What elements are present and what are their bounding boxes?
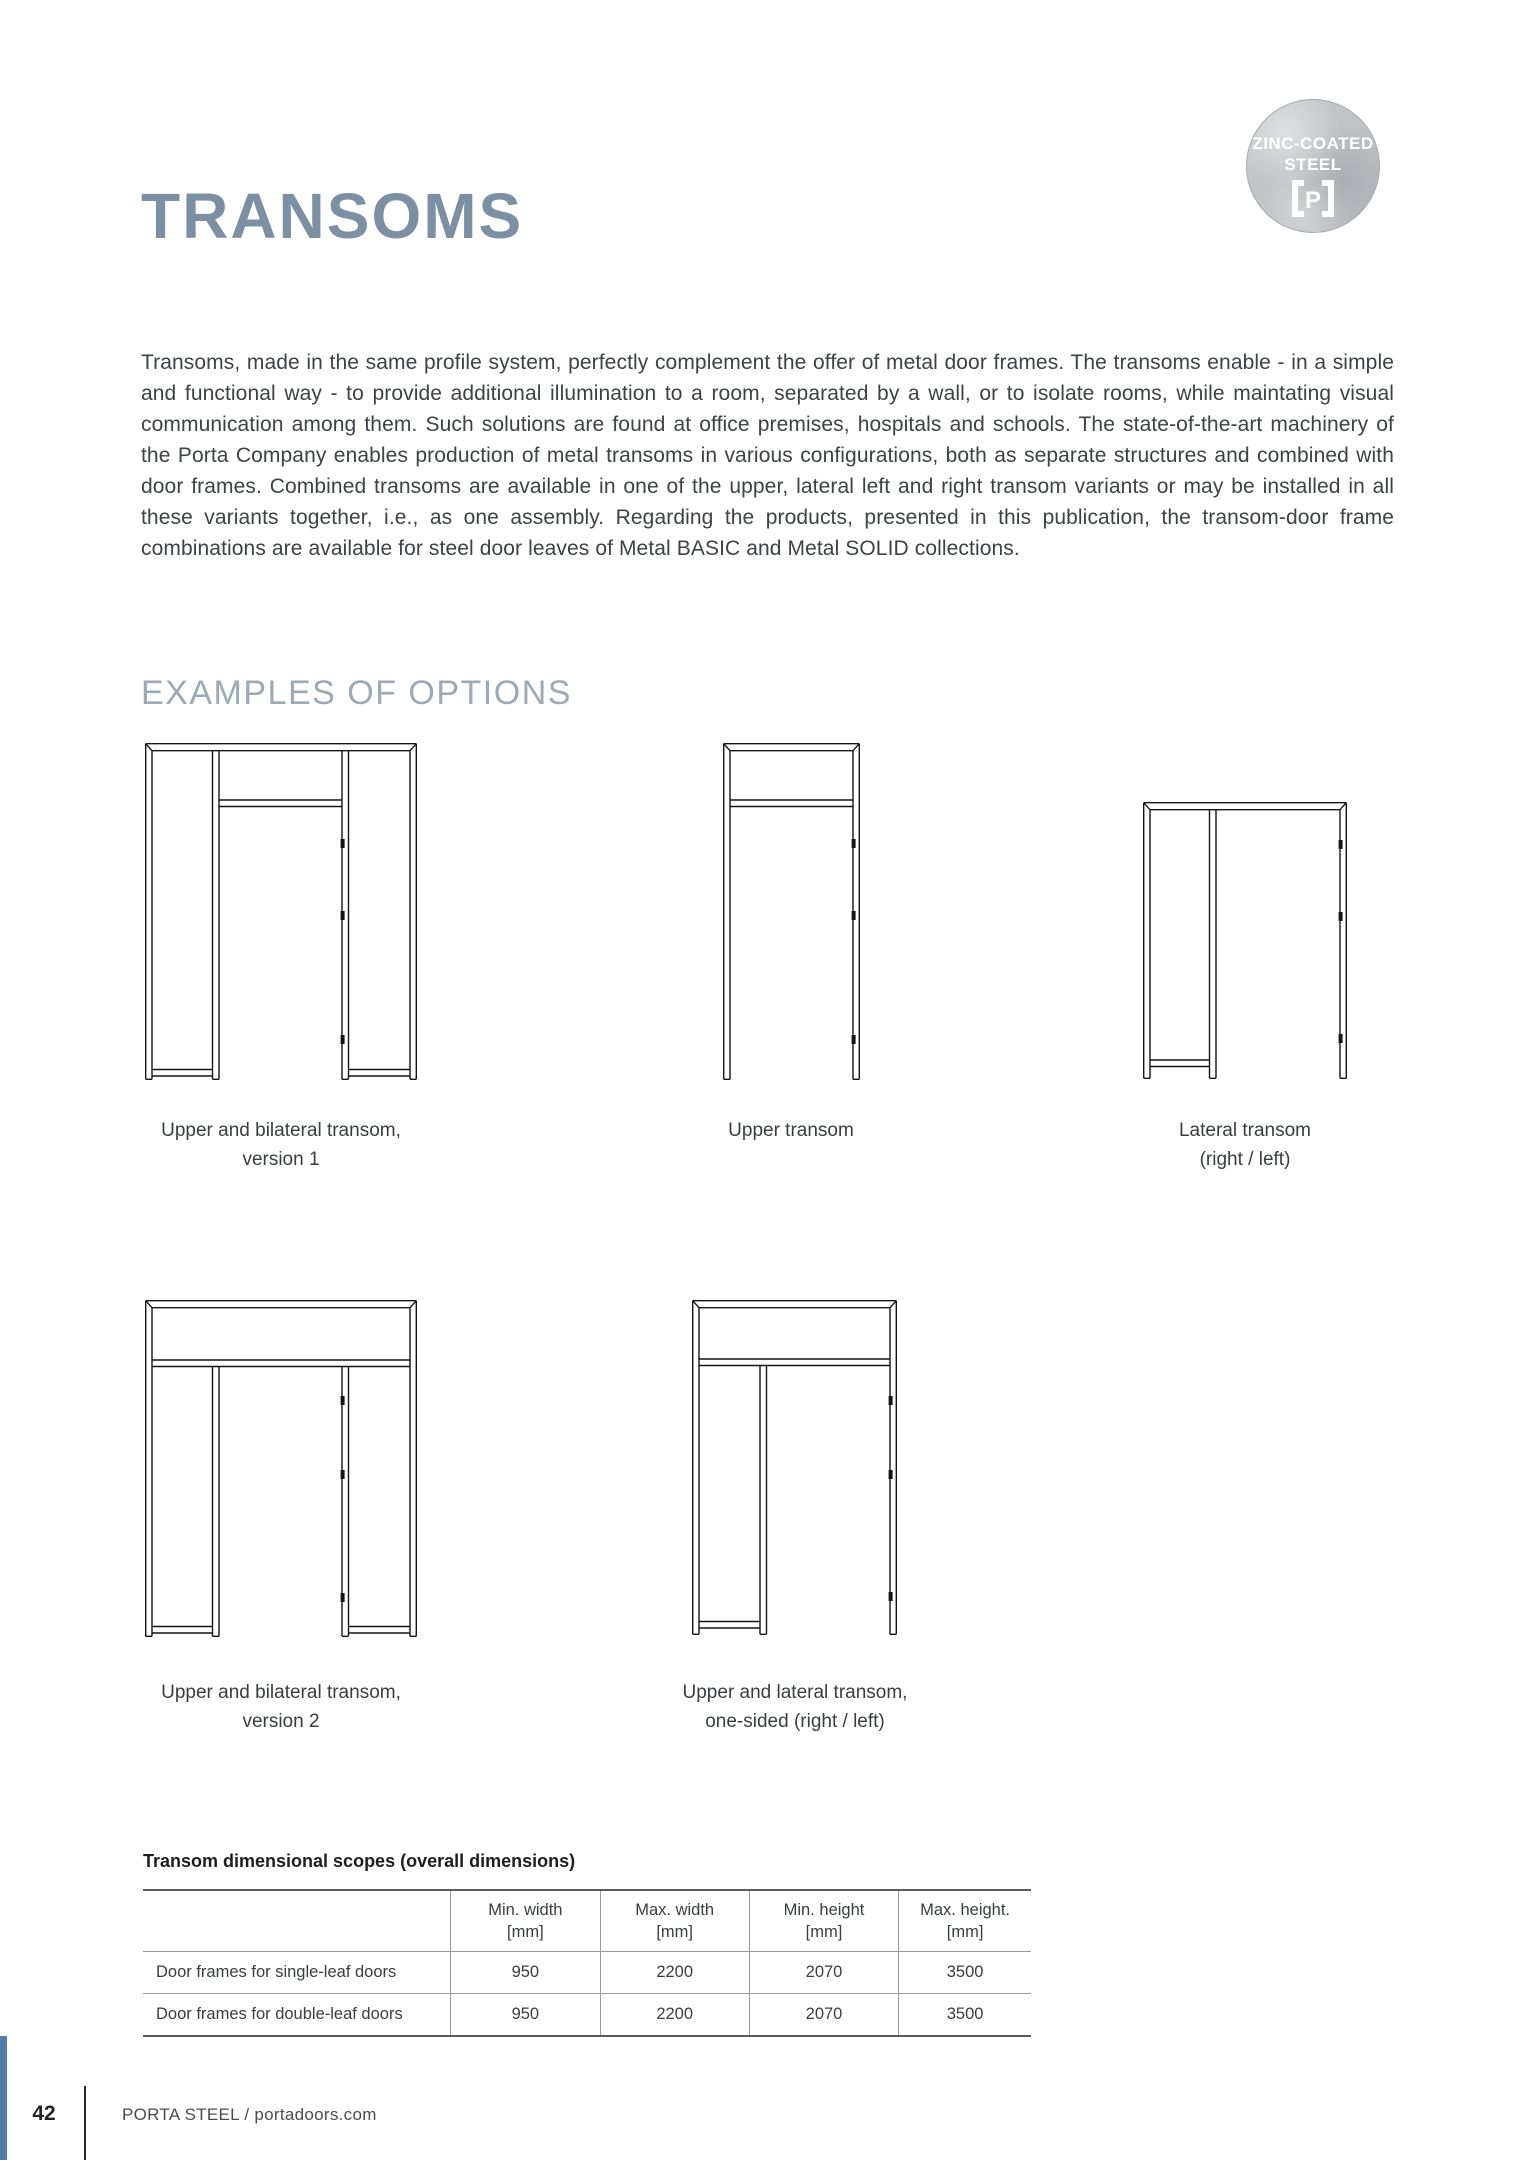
- caption-upper-transom: Upper transom: [728, 1120, 854, 1141]
- header-max-height: Max. height. [mm]: [899, 1890, 1031, 1952]
- cell-value: 2200: [600, 1994, 749, 2037]
- zinc-coated-steel-badge: [1246, 99, 1380, 233]
- drawing-upper-bilateral-transom-v2: [145, 1300, 417, 1637]
- caption-upper-bilateral-v1: Upper and bilateral transom, version 1: [161, 1120, 401, 1170]
- table-row: [143, 1994, 1031, 2037]
- cell-value: 2200: [600, 1952, 749, 1994]
- footer-text: PORTA STEEL / portadoors.com: [122, 2105, 377, 2124]
- section-heading: EXAMPLES OF OPTIONS: [141, 674, 572, 713]
- caption-upper-bilateral-v2: Upper and bilateral transom, version 2: [161, 1682, 401, 1732]
- cell-value: 3500: [899, 1952, 1031, 1994]
- header-min-width: Min. width [mm]: [451, 1890, 600, 1952]
- cell-value: 3500: [899, 1994, 1031, 2037]
- row-label: Door frames for double-leaf doors: [156, 2005, 403, 2023]
- badge-text-line1: ZINC-COATED: [1252, 134, 1374, 153]
- cell-value: 2070: [749, 1952, 898, 1994]
- table-header-row: [143, 1890, 1031, 1952]
- cell-value: 950: [451, 1952, 600, 1994]
- page-number: 42: [32, 2102, 56, 2125]
- porta-brand-icon: [1292, 180, 1334, 222]
- page-title: TRANSOMS: [141, 179, 524, 252]
- drawing-upper-bilateral-transom-v1: [145, 743, 417, 1080]
- badge-text-line2: STEEL: [1284, 155, 1342, 174]
- badge-logo-letter: P: [1304, 187, 1322, 214]
- cell-value: 2070: [749, 1994, 898, 2037]
- header-min-height: Min. height [mm]: [749, 1890, 898, 1952]
- header-max-width: Max. width [mm]: [600, 1890, 749, 1952]
- drawing-upper-lateral-transom-one-sided: [692, 1300, 897, 1635]
- drawing-upper-transom: [723, 743, 860, 1080]
- caption-lateral-transom: Lateral transom (right / left): [1178, 1120, 1311, 1170]
- page-edge-accent: [0, 2036, 7, 2160]
- drawing-lateral-transom: [1143, 802, 1347, 1079]
- table-title: Transom dimensional scopes (overall dimensions): [143, 1851, 576, 1871]
- row-label: Door frames for single-leaf doors: [143, 1952, 451, 1994]
- cell-value: 950: [451, 1994, 600, 2037]
- dimensions-table: [143, 1889, 1031, 2037]
- caption-upper-lateral-one-sided: Upper and lateral transom, one-sided (right / left): [682, 1682, 908, 1732]
- table-row: [143, 1952, 1031, 1994]
- header-empty-cell: [143, 1890, 451, 1952]
- intro-paragraph: Transoms, made in the same profile system, perfectly complement the offer of metal door frames. The transoms enable - in a simple and functional way - to provide additional illumination to a room, separated by a wall, or to isolate rooms, while maintating visual communication among them. Such solutions are found at office premises, hospitals and schools. The state-of-the-art machinery of the Porta Company enables production of metal transoms in various configurations, both as separate structures and combined with door frames. Combined transoms are available in one of the upper, lateral left and right transom variants or may be installed in all these variants together, i.e., as one assembly. Regarding the products, presented in this publication, the transom-door frame combinations are available for steel door leaves of Metal BASIC and Metal SOLID collections.: [141, 351, 1394, 560]
- footer-divider: [84, 2086, 86, 2160]
